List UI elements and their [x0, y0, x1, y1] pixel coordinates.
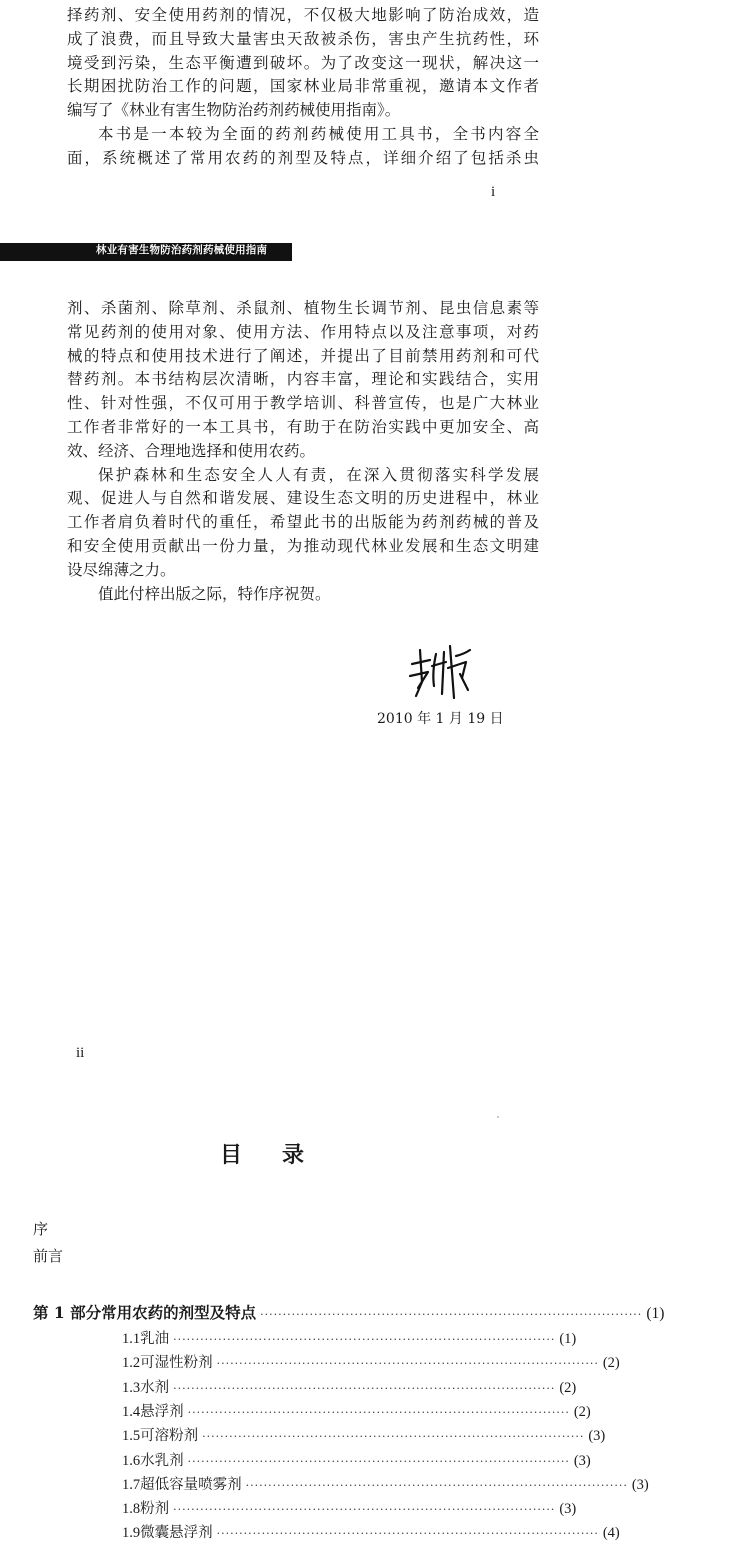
preface-date: 2010 年 1 月 19 日 [377, 711, 504, 727]
toc-leader: ····················································································· [173, 1503, 556, 1516]
toc-section[interactable] [122, 1351, 620, 1372]
text-line: 设尽绵薄之力。 [67, 560, 176, 579]
toc-section[interactable] [122, 1327, 577, 1348]
page-number: ii [76, 1045, 85, 1061]
toc-section-number: 1.1 [122, 1331, 141, 1347]
toc-leader: ····················································································· [216, 1357, 599, 1370]
toc-title: 目录 [220, 1143, 345, 1168]
text-line: 编写了《林业有害生物防治药剂药械使用指南》。 [67, 101, 401, 120]
running-header-title: 林业有害生物防治药剂药械使用指南 [96, 244, 268, 256]
toc-section[interactable] [122, 1449, 591, 1470]
text-line: 常见药剂的使用对象、使用方法、作用特点以及注意事项，对药 [67, 322, 539, 341]
toc-part-title: 常用农药的剂型及特点 [101, 1303, 257, 1322]
toc-section-number: 1.6 [122, 1453, 141, 1469]
text-line: 性、针对性强，不仅可用于教学培训、科普宣传，也是广大林业 [67, 394, 539, 413]
page-number: i [491, 184, 496, 200]
toc-leader: ····················································································· [173, 1382, 556, 1395]
toc-page-number: (1) [559, 1331, 577, 1347]
toc-section-number: 1.7 [122, 1477, 141, 1493]
toc-section[interactable] [122, 1424, 606, 1445]
text-line: 面，系统概述了常用农药的剂型及特点，详细介绍了包括杀虫 [67, 148, 539, 167]
toc-page-number: (2) [573, 1404, 591, 1420]
text-line: 工作者肩负着时代的重任，希望此书的出版能为药剂药械的普及 [67, 513, 539, 532]
text-line: 和安全使用贡献出一份力量，为推动现代林业发展和生态文明建 [67, 536, 539, 555]
toc-section-title: 可湿性粉剂 [140, 1355, 213, 1371]
preface-top-paragraph [67, 4, 539, 171]
toc-section[interactable] [122, 1473, 649, 1494]
toc-page-number: (3) [588, 1428, 606, 1444]
text-line: 观、促进人与自然和谐发展、建设生态文明的历史进程中，林业 [67, 489, 539, 508]
text-line: 械的特点和使用技术进行了阐述，并提出了目前禁用药剂和可代 [67, 346, 539, 365]
toc-page-number: (3) [573, 1453, 591, 1469]
running-header [0, 243, 292, 261]
toc-page-number: (2) [602, 1355, 620, 1371]
toc-section-number: 1.8 [122, 1501, 141, 1517]
toc-section-title: 微囊悬浮剂 [140, 1525, 213, 1541]
toc-page-number: (1) [646, 1305, 665, 1322]
toc-part-1[interactable] [33, 1301, 665, 1323]
header-bar [0, 243, 92, 258]
toc-section-number: 1.9 [122, 1525, 141, 1541]
toc-front-foreword[interactable]: 前言 [33, 1247, 64, 1265]
toc-section[interactable] [122, 1400, 591, 1421]
text-line: 值此付梓出版之际，特作序祝贺。 [98, 584, 331, 603]
signature-image [406, 642, 476, 702]
toc-section-title: 水乳剂 [140, 1453, 184, 1469]
text-line: 长期困扰防治工作的问题，国家林业局非常重视，邀请本文作者 [67, 77, 539, 96]
toc-section-title: 水剂 [140, 1380, 170, 1396]
text-line: 成了浪费，而且导致大量害虫天敌被杀伤，害虫产生抗药性，环 [67, 29, 539, 48]
text-line: 效、经济、合理地选择和使用农药。 [67, 441, 316, 460]
toc-section-number: 1.2 [122, 1355, 141, 1371]
toc-section[interactable] [122, 1497, 577, 1518]
toc-section[interactable] [122, 1376, 577, 1397]
toc-section-title: 可溶粉剂 [140, 1428, 199, 1444]
scan-speck [497, 1116, 499, 1118]
toc-front-preface[interactable]: 序 [33, 1220, 49, 1238]
toc-leader: ····················································································· [260, 1308, 643, 1321]
toc-section-title: 超低容量喷雾剂 [140, 1477, 242, 1493]
toc-section-title: 悬浮剂 [140, 1404, 184, 1420]
toc-section[interactable] [122, 1521, 620, 1542]
text-line: 境受到污染，生态平衡遭到破坏。为了改变这一现状，解决这一 [67, 53, 539, 72]
text-line: 工作者非常好的一本工具书，有助于在防治实践中更加安全、高 [67, 417, 539, 436]
toc-page-number: (4) [602, 1525, 620, 1541]
header-underline [0, 257, 292, 261]
text-line: 替药剂。本书结构层次清晰，内容丰富，理论和实践结合，实用 [67, 370, 539, 389]
toc-section-title: 乳油 [140, 1331, 170, 1347]
toc-page-number: (2) [559, 1380, 577, 1396]
toc-leader: ····················································································· [216, 1527, 599, 1540]
preface-body [67, 297, 539, 606]
toc-leader: ····················································································· [202, 1430, 585, 1443]
toc-page-number: (3) [631, 1477, 649, 1493]
toc-page-number: (3) [559, 1501, 577, 1517]
text-line: 本书是一本较为全面的药剂药械使用工具书，全书内容全 [98, 124, 539, 143]
toc-leader: ····················································································· [187, 1406, 570, 1419]
text-line: 保护森林和生态安全人人有责，在深入贯彻落实科学发展 [98, 465, 539, 484]
toc-section-number: 1.4 [122, 1404, 141, 1420]
text-line: 剂、杀菌剂、除草剂、杀鼠剂、植物生长调节剂、昆虫信息素等 [67, 299, 539, 317]
toc-leader: ····················································································· [187, 1455, 570, 1468]
toc-leader: ····················································································· [173, 1333, 556, 1346]
toc-section-title: 粉剂 [140, 1501, 170, 1517]
toc-section-number: 1.3 [122, 1380, 141, 1396]
toc-part-label: 第 1 部分 [33, 1303, 102, 1322]
text-line: 择药剂、安全使用药剂的情况，不仅极大地影响了防治成效，造 [67, 6, 539, 24]
toc-section-number: 1.5 [122, 1428, 141, 1444]
toc-leader: ····················································································· [245, 1479, 628, 1492]
